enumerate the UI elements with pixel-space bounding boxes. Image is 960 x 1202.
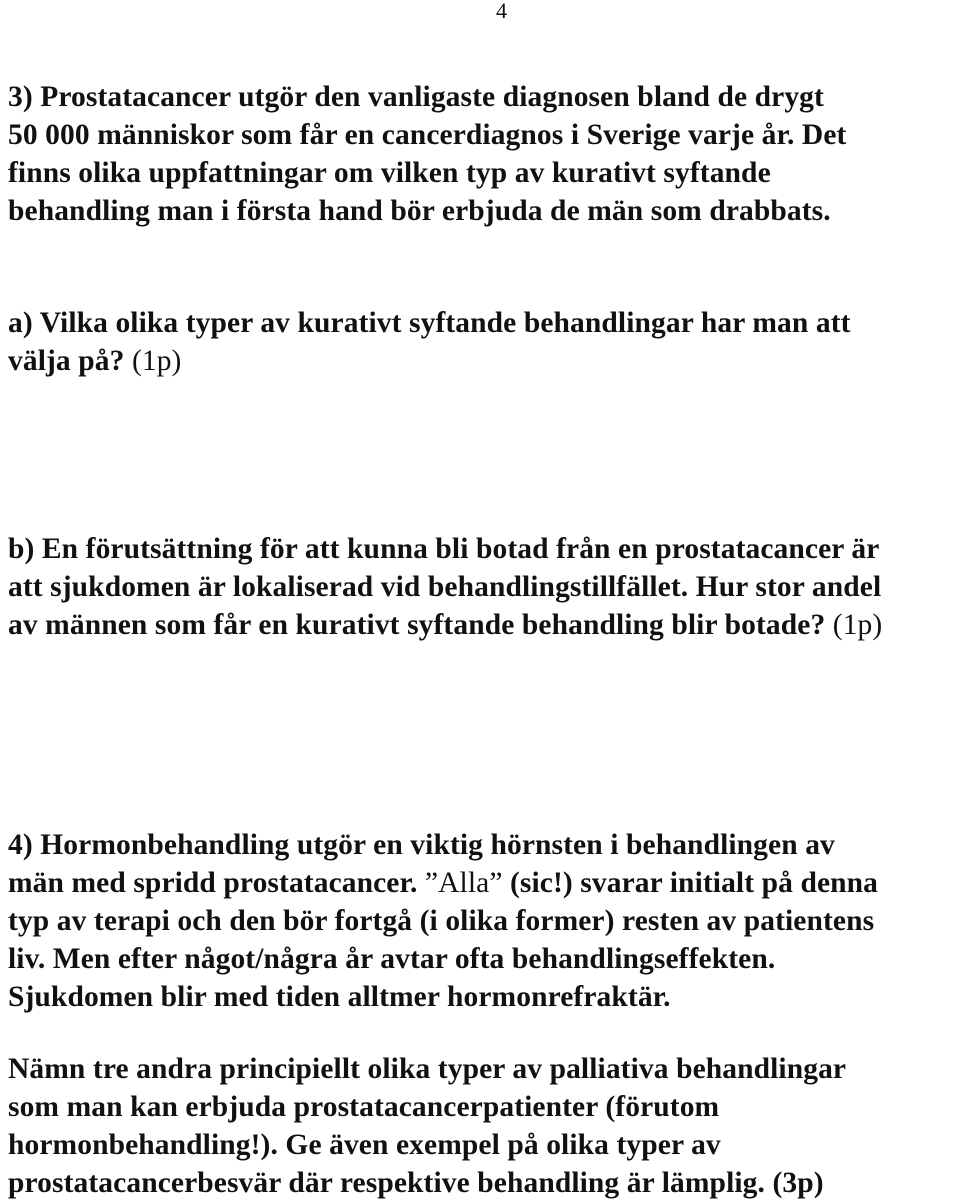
question-4-task [8,1050,958,1202]
question-3-intro [8,78,958,230]
question-3-intro-line-3: finns olika uppfattningar om vilken typ av kurativt syftande [8,157,771,189]
question-3a-points: (1p) [131,345,182,377]
question-3b [8,530,958,644]
question-3b-line-3 [8,606,958,644]
question-4-intro-line-2-part-3: (sic!) svarar initialt på denna [502,867,879,899]
question-4-intro-line-4: liv. Men efter något/några år avtar ofta behandlingseffekten. [8,943,776,975]
question-3b-points: (1p) [832,609,883,641]
question-3a-line-1: a) Vilka olika typer av kurativt syftande behandlingar har man att [8,307,851,339]
question-4-task-line-3: hormonbehandling!). Ge även exempel på olika typer av [8,1129,721,1161]
question-4-task-line-4: prostatacancerbesvär där respektive behandling är lämplig. (3p) [8,1167,824,1199]
question-4-intro-line-2 [8,864,958,902]
question-4-alla-quote: ”Alla” [424,867,503,899]
question-4-intro-line-5: Sjukdomen blir med tiden alltmer hormonrefraktär. [8,981,671,1013]
page-number: 4 [496,0,507,23]
question-3-intro-line-1: 3) Prostatacancer utgör den vanligaste diagnosen bland de drygt [8,81,824,113]
question-4-intro-line-1: 4) Hormonbehandling utgör en viktig hörnsten i behandlingen av [8,829,835,861]
question-3a [8,304,958,380]
question-3b-line-3-text: av männen som får en kurativt syftande behandling blir botade? [8,609,826,641]
question-3a-line-2 [8,342,958,380]
question-3-intro-line-4: behandling man i första hand bör erbjuda de män som drabbats. [8,195,831,227]
question-3-intro-line-2: 50 000 människor som får en cancerdiagnos i Sverige varje år. Det [8,119,847,151]
question-4-intro [8,826,958,1016]
question-4-intro-line-3: typ av terapi och den bör fortgå (i olika former) resten av patientens [8,905,875,937]
question-3b-line-2: att sjukdomen är lokaliserad vid behandlingstillfället. Hur stor andel [8,571,882,603]
question-4-task-line-2: som man kan erbjuda prostatacancerpatienter (förutom [8,1091,720,1123]
question-4-task-line-1: Nämn tre andra principiellt olika typer av palliativa behandlingar [8,1053,847,1085]
question-4-intro-line-2-part-1: män med spridd prostatacancer. [8,867,425,899]
question-3b-line-1: b) En förutsättning för att kunna bli botad från en prostatacancer är [8,533,880,565]
question-3a-line-2-text: välja på? [8,345,125,377]
